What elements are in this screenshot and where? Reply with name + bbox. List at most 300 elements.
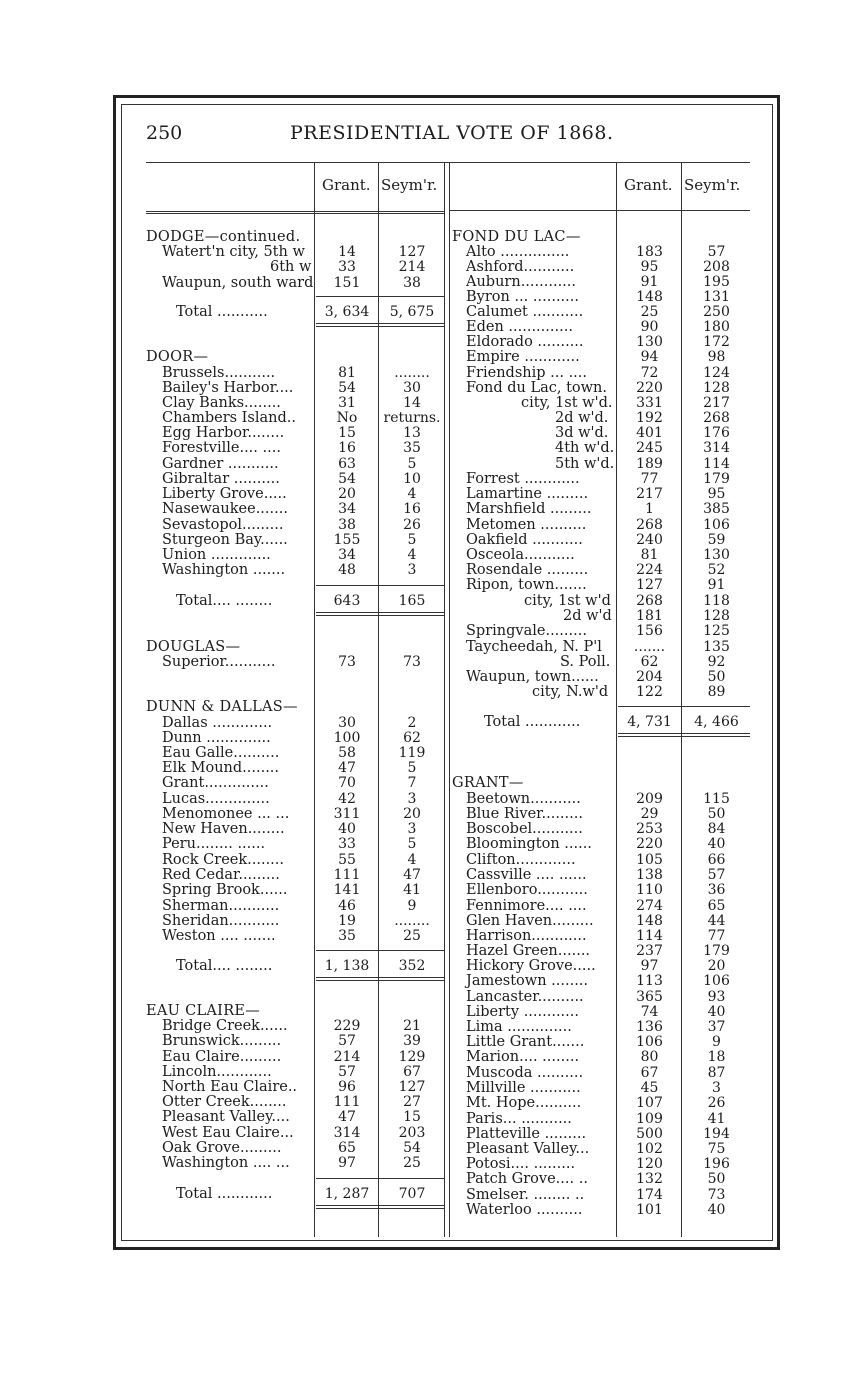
- row-label: Weston .... .......: [162, 928, 276, 944]
- row-label: Washington .......: [162, 562, 286, 578]
- row-label: Waupun, south ward: [162, 275, 314, 291]
- row-label: Marshfield .........: [466, 501, 592, 517]
- seymour-value: 214: [398, 259, 426, 275]
- grant-value: 217: [636, 486, 663, 502]
- grant-value: 34: [338, 501, 356, 517]
- row-label: Taycheedah, N. P'l: [466, 639, 602, 655]
- grant-value: 15: [338, 425, 356, 441]
- row-label: Dunn ..............: [162, 730, 271, 746]
- seymour-value: 77: [707, 928, 726, 944]
- seymour-value: 9: [407, 898, 417, 914]
- row-label: Beetown...........: [466, 791, 581, 807]
- total-label: Total ............: [176, 1186, 273, 1202]
- total-rule-above: [618, 706, 750, 707]
- page-title: PRESIDENTIAL VOTE OF 1868.: [290, 122, 614, 144]
- grant-value: 96: [338, 1079, 356, 1095]
- seymour-value: 84: [707, 821, 726, 837]
- total-seymour-value: 352: [398, 958, 426, 974]
- row-label: Rock Creek........: [162, 852, 285, 868]
- header-rule-bottom-left-2: [146, 213, 444, 214]
- grant-value: 70: [338, 775, 356, 791]
- grant-value: 245: [636, 440, 663, 456]
- grant-value: 1: [645, 501, 654, 517]
- grant-value: 34: [338, 547, 356, 563]
- seymour-value: 172: [703, 334, 730, 350]
- grant-value: 106: [636, 1034, 663, 1050]
- seymour-value: 3: [712, 1080, 721, 1096]
- grant-value: 57: [338, 1033, 356, 1049]
- grant-value: 40: [338, 821, 356, 837]
- row-label: city, 1st w'd.: [521, 395, 613, 411]
- row-label: Muscoda ..........: [466, 1065, 584, 1081]
- seymour-value: 128: [703, 608, 730, 624]
- total-grant-value: 1, 138: [324, 958, 370, 974]
- row-label: Bailey's Harbor....: [162, 380, 294, 396]
- grant-value: 209: [636, 791, 663, 807]
- seymour-value: 40: [707, 1202, 726, 1218]
- grant-value: 25: [640, 304, 659, 320]
- grant-value: 47: [338, 760, 356, 776]
- row-label: Clifton.............: [466, 852, 576, 868]
- grant-value: 81: [338, 365, 356, 381]
- total-rule-below: [316, 323, 444, 324]
- seymour-value: 98: [707, 349, 726, 365]
- seymour-value: 36: [707, 882, 726, 898]
- header-rule-bottom-right: [450, 210, 750, 211]
- row-label: North Eau Claire..: [162, 1079, 298, 1095]
- grant-value: 109: [636, 1111, 663, 1127]
- total-label: Total.... ........: [176, 958, 273, 974]
- row-label: Osceola...........: [466, 547, 575, 563]
- grant-value: 46: [338, 898, 356, 914]
- grant-value: 101: [636, 1202, 663, 1218]
- row-label: Lamartine .........: [466, 486, 589, 502]
- row-label: 3d w'd.: [555, 425, 609, 441]
- grant-value: 63: [338, 456, 356, 472]
- row-label: Blue River.........: [466, 806, 583, 822]
- total-seymour-value: 4, 466: [694, 714, 739, 730]
- seymour-value: 5: [407, 760, 417, 776]
- seymour-value: 87: [707, 1065, 726, 1081]
- grant-value: 192: [636, 410, 663, 426]
- seymour-value: 128: [703, 380, 730, 396]
- grant-value: 30: [338, 715, 356, 731]
- row-label: Pleasant Valley....: [162, 1109, 290, 1125]
- grant-value: 33: [338, 259, 356, 275]
- header-rule-top: [146, 162, 750, 163]
- row-label: Washington .... ...: [162, 1155, 290, 1171]
- row-label: Union .............: [162, 547, 271, 563]
- total-seymour-value: 5, 675: [389, 304, 435, 320]
- grant-value: 47: [338, 1109, 356, 1125]
- seymour-value: ........: [394, 913, 430, 929]
- grant-value: 151: [333, 275, 361, 291]
- right-col-header-grant: Grant.: [624, 176, 673, 194]
- grant-value: No: [336, 410, 358, 426]
- seymour-value: 127: [398, 244, 426, 260]
- seymour-value: 13: [403, 425, 421, 441]
- seymour-value: 180: [703, 319, 730, 335]
- grant-value: 100: [333, 730, 361, 746]
- row-label: New Haven........: [162, 821, 285, 837]
- seymour-value: 15: [403, 1109, 421, 1125]
- row-label: Harrison............: [466, 928, 587, 944]
- grant-value: 65: [338, 1140, 356, 1156]
- total-rule-below: [316, 977, 444, 978]
- seymour-value: 2: [407, 715, 417, 731]
- seymour-value: 196: [703, 1156, 730, 1172]
- seymour-value: 176: [703, 425, 730, 441]
- seymour-value: 38: [403, 275, 421, 291]
- left-col-header-grant: Grant.: [322, 176, 371, 194]
- seymour-value: 10: [403, 471, 421, 487]
- total-rule-above: [316, 1178, 444, 1179]
- row-label: Lincoln............: [162, 1064, 272, 1080]
- row-label: Sherman...........: [162, 898, 280, 914]
- seymour-value: 119: [398, 745, 426, 761]
- grant-value: 240: [636, 532, 663, 548]
- seymour-value: 30: [403, 380, 421, 396]
- row-label: 2d w'd: [563, 608, 612, 624]
- total-label: Total ............: [484, 714, 581, 730]
- row-label: Boscobel...........: [466, 821, 583, 837]
- seymour-value: 3: [407, 821, 417, 837]
- seymour-value: 91: [707, 577, 726, 593]
- row-label: Cassville .... ......: [466, 867, 587, 883]
- row-label: Marion.... ........: [466, 1049, 580, 1065]
- row-label: Nasewaukee.......: [162, 501, 288, 517]
- grant-value: 113: [636, 973, 663, 989]
- seymour-value: 4: [407, 852, 417, 868]
- grant-value: 220: [636, 380, 663, 396]
- row-label: Calumet ...........: [466, 304, 584, 320]
- grant-value: 127: [636, 577, 663, 593]
- grant-value: 45: [640, 1080, 659, 1096]
- grant-value: 268: [636, 593, 663, 609]
- row-label: city, 1st w'd: [524, 593, 611, 609]
- grant-value: 72: [640, 365, 659, 381]
- total-grant-value: 1, 287: [324, 1186, 370, 1202]
- grant-value: 91: [640, 274, 659, 290]
- grant-value: 102: [636, 1141, 663, 1157]
- seymour-value: 16: [403, 501, 421, 517]
- grant-value: 35: [338, 928, 356, 944]
- grant-value: 111: [333, 1094, 361, 1110]
- grant-value: 148: [636, 289, 663, 305]
- grant-value: 110: [636, 882, 663, 898]
- seymour-value: 114: [703, 456, 730, 472]
- center-rule-1: [444, 162, 445, 1237]
- page-number: 250: [146, 122, 183, 144]
- row-label: Potosi.... .........: [466, 1156, 576, 1172]
- seymour-value: 125: [703, 623, 730, 639]
- row-label: Gardner ...........: [162, 456, 279, 472]
- total-rule-below-2: [316, 615, 444, 616]
- right-grant-column-rule: [616, 162, 617, 1237]
- seymour-value: 127: [398, 1079, 426, 1095]
- row-label: 5th w'd.: [555, 456, 615, 472]
- seymour-value: 73: [403, 654, 421, 670]
- row-label: Peru........ ......: [162, 836, 266, 852]
- row-label: Dallas .............: [162, 715, 273, 731]
- row-label: Rosendale .........: [466, 562, 589, 578]
- grant-value: 224: [636, 562, 663, 578]
- grant-value: 237: [636, 943, 663, 959]
- row-label: Egg Harbor........: [162, 425, 285, 441]
- seymour-value: 20: [403, 806, 421, 822]
- grant-value: 500: [636, 1126, 663, 1142]
- row-label: Bloomington ......: [466, 836, 592, 852]
- row-label: Spring Brook......: [162, 882, 288, 898]
- seymour-value: 179: [703, 471, 730, 487]
- seymour-value: 26: [707, 1095, 726, 1111]
- grant-value: 111: [333, 867, 361, 883]
- grant-value: 136: [636, 1019, 663, 1035]
- grant-value: 114: [636, 928, 663, 944]
- grant-value: 81: [640, 547, 659, 563]
- grant-value: 29: [640, 806, 659, 822]
- grant-value: 274: [636, 898, 663, 914]
- row-label: Oakfield ...........: [466, 532, 583, 548]
- grant-value: 97: [338, 1155, 356, 1171]
- row-label: Paris... ...........: [466, 1111, 572, 1127]
- grant-value: 148: [636, 913, 663, 929]
- grant-value: 58: [338, 745, 356, 761]
- row-label: Hazel Green.......: [466, 943, 591, 959]
- grant-value: 204: [636, 669, 663, 685]
- grant-value: .......: [633, 639, 666, 655]
- grant-value: 73: [338, 654, 356, 670]
- total-rule-above: [316, 585, 444, 586]
- row-label: Friendship ... ....: [466, 365, 588, 381]
- section-heading: DUNN & DALLAS—: [146, 699, 298, 715]
- seymour-value: 208: [703, 259, 730, 275]
- grant-value: 77: [640, 471, 659, 487]
- seymour-value: 314: [703, 440, 730, 456]
- row-label: 6th w: [270, 259, 312, 275]
- grant-value: 95: [640, 259, 659, 275]
- row-label: Eau Claire.........: [162, 1049, 282, 1065]
- seymour-value: 93: [707, 989, 726, 1005]
- grant-value: 14: [338, 244, 356, 260]
- grant-value: 55: [338, 852, 356, 868]
- row-label: 2d w'd.: [555, 410, 609, 426]
- total-rule-below-2: [316, 326, 444, 327]
- section-heading: FOND DU LAC—: [452, 229, 581, 245]
- seymour-value: 35: [403, 440, 421, 456]
- row-label: Red Cedar.........: [162, 867, 280, 883]
- row-label: Eau Galle..........: [162, 745, 280, 761]
- row-label: Watert'n city, 5th w: [162, 244, 305, 260]
- total-rule-below-2: [316, 1208, 444, 1209]
- row-label: Metomen ..........: [466, 517, 587, 533]
- grant-value: 365: [636, 989, 663, 1005]
- row-label: Glen Haven.........: [466, 913, 594, 929]
- seymour-value: 106: [703, 517, 730, 533]
- grant-value: 20: [338, 486, 356, 502]
- seymour-value: 118: [703, 593, 730, 609]
- grant-value: 94: [640, 349, 659, 365]
- seymour-value: 131: [703, 289, 730, 305]
- row-label: Mt. Hope..........: [466, 1095, 582, 1111]
- grant-value: 80: [640, 1049, 659, 1065]
- right-seymour-column-rule: [681, 162, 682, 1237]
- row-label: Lima ..............: [466, 1019, 572, 1035]
- grant-value: 74: [640, 1004, 659, 1020]
- seymour-value: 50: [707, 806, 726, 822]
- grant-value: 33: [338, 836, 356, 852]
- seymour-value: 195: [703, 274, 730, 290]
- row-label: Waterloo ..........: [466, 1202, 583, 1218]
- seymour-value: 25: [403, 928, 421, 944]
- row-label: Liberty Grove.....: [162, 486, 287, 502]
- row-label: Lucas..............: [162, 791, 270, 807]
- grant-value: 48: [338, 562, 356, 578]
- row-label: Eldorado ..........: [466, 334, 584, 350]
- seymour-value: 385: [703, 501, 730, 517]
- seymour-value: 65: [707, 898, 726, 914]
- grant-value: 42: [338, 791, 356, 807]
- grant-value: 189: [636, 456, 663, 472]
- seymour-value: 9: [712, 1034, 721, 1050]
- total-rule-above: [316, 950, 444, 951]
- section-heading: EAU CLAIRE—: [146, 1003, 261, 1019]
- total-seymour-value: 707: [398, 1186, 426, 1202]
- row-label: 4th w'd.: [555, 440, 615, 456]
- seymour-value: 7: [407, 775, 417, 791]
- seymour-value: 89: [707, 684, 726, 700]
- grant-value: 401: [636, 425, 663, 441]
- seymour-value: 41: [403, 882, 421, 898]
- grant-value: 120: [636, 1156, 663, 1172]
- section-heading: DOOR—: [146, 349, 209, 365]
- grant-value: 229: [333, 1018, 361, 1034]
- grant-value: 331: [636, 395, 663, 411]
- grant-value: 220: [636, 836, 663, 852]
- section-heading: GRANT—: [452, 775, 524, 791]
- row-label: Sturgeon Bay......: [162, 532, 288, 548]
- right-col-header-seymour: Seym'r.: [684, 176, 741, 194]
- left-grant-column-rule: [314, 162, 315, 1237]
- row-label: Forrest ............: [466, 471, 580, 487]
- row-label: Millville ...........: [466, 1080, 581, 1096]
- seymour-value: 52: [707, 562, 726, 578]
- row-label: Oak Grove.........: [162, 1140, 282, 1156]
- grant-value: 132: [636, 1171, 663, 1187]
- row-label: city, N.w'd: [532, 684, 609, 700]
- row-label: Smelser. ........ ..: [466, 1187, 585, 1203]
- seymour-value: 66: [707, 852, 726, 868]
- grant-value: 122: [636, 684, 663, 700]
- grant-value: 38: [338, 517, 356, 533]
- grant-value: 183: [636, 244, 663, 260]
- row-label: Springvale.........: [466, 623, 587, 639]
- row-label: Clay Banks........: [162, 395, 281, 411]
- seymour-value: 5: [407, 532, 417, 548]
- seymour-value: 57: [707, 867, 726, 883]
- seymour-value: 50: [707, 1171, 726, 1187]
- row-label: Eden ..............: [466, 319, 573, 335]
- total-rule-below: [316, 612, 444, 613]
- total-label: Total.... ........: [176, 593, 273, 609]
- row-label: Auburn............: [466, 274, 577, 290]
- seymour-value: 73: [707, 1187, 726, 1203]
- grant-value: 90: [640, 319, 659, 335]
- seymour-value: 194: [703, 1126, 730, 1142]
- grant-value: 67: [640, 1065, 659, 1081]
- total-rule-above: [316, 296, 444, 297]
- grant-value: 105: [636, 852, 663, 868]
- grant-value: 31: [338, 395, 356, 411]
- row-label: Superior...........: [162, 654, 276, 670]
- center-rule-2: [449, 162, 450, 1237]
- seymour-value: 4: [407, 486, 417, 502]
- grant-value: 268: [636, 517, 663, 533]
- row-label: Chambers Island..: [162, 410, 296, 426]
- total-seymour-value: 165: [398, 593, 426, 609]
- row-label: Jamestown ........: [466, 973, 589, 989]
- total-grant-value: 3, 634: [324, 304, 370, 320]
- seymour-value: 18: [707, 1049, 726, 1065]
- seymour-value: 115: [703, 791, 730, 807]
- row-label: Patch Grove.... ..: [466, 1171, 588, 1187]
- row-label: S. Poll.: [560, 654, 611, 670]
- seymour-value: 14: [403, 395, 421, 411]
- grant-value: 54: [338, 380, 356, 396]
- seymour-value: 3: [407, 562, 417, 578]
- seymour-value: 5: [407, 836, 417, 852]
- seymour-value: 268: [703, 410, 730, 426]
- grant-value: 314: [333, 1125, 361, 1141]
- row-label: Grant..............: [162, 775, 269, 791]
- grant-value: 19: [338, 913, 356, 929]
- row-label: Brussels...........: [162, 365, 276, 381]
- row-label: Sevastopol.........: [162, 517, 284, 533]
- row-label: Sheridan...........: [162, 913, 280, 929]
- seymour-value: 203: [398, 1125, 426, 1141]
- seymour-value: ........: [394, 365, 430, 381]
- seymour-value: 92: [707, 654, 726, 670]
- seymour-value: 20: [707, 958, 726, 974]
- row-label: Ashford...........: [466, 259, 575, 275]
- grant-value: 181: [636, 608, 663, 624]
- seymour-value: 4: [407, 547, 417, 563]
- seymour-value: 62: [403, 730, 421, 746]
- row-label: Fennimore.... ....: [466, 898, 587, 914]
- row-label: Little Grant.......: [466, 1034, 585, 1050]
- seymour-value: 67: [403, 1064, 421, 1080]
- row-label: Bridge Creek......: [162, 1018, 288, 1034]
- grant-value: 174: [636, 1187, 663, 1203]
- grant-value: 155: [333, 532, 361, 548]
- total-rule-below: [618, 733, 750, 734]
- seymour-value: 124: [703, 365, 730, 381]
- seymour-value: 54: [403, 1140, 421, 1156]
- grant-value: 130: [636, 334, 663, 350]
- seymour-value: 250: [703, 304, 730, 320]
- row-label: Ripon, town.......: [466, 577, 587, 593]
- seymour-value: 41: [707, 1111, 726, 1127]
- row-label: Forestville.... ....: [162, 440, 281, 456]
- total-grant-value: 643: [333, 593, 361, 609]
- row-label: Pleasant Valley...: [466, 1141, 590, 1157]
- row-label: Byron ... ..........: [466, 289, 579, 305]
- row-label: Menomonee ... ...: [162, 806, 290, 822]
- seymour-value: 95: [707, 486, 726, 502]
- row-label: Elk Mound........: [162, 760, 280, 776]
- seymour-value: 217: [703, 395, 730, 411]
- seymour-value: 5: [407, 456, 417, 472]
